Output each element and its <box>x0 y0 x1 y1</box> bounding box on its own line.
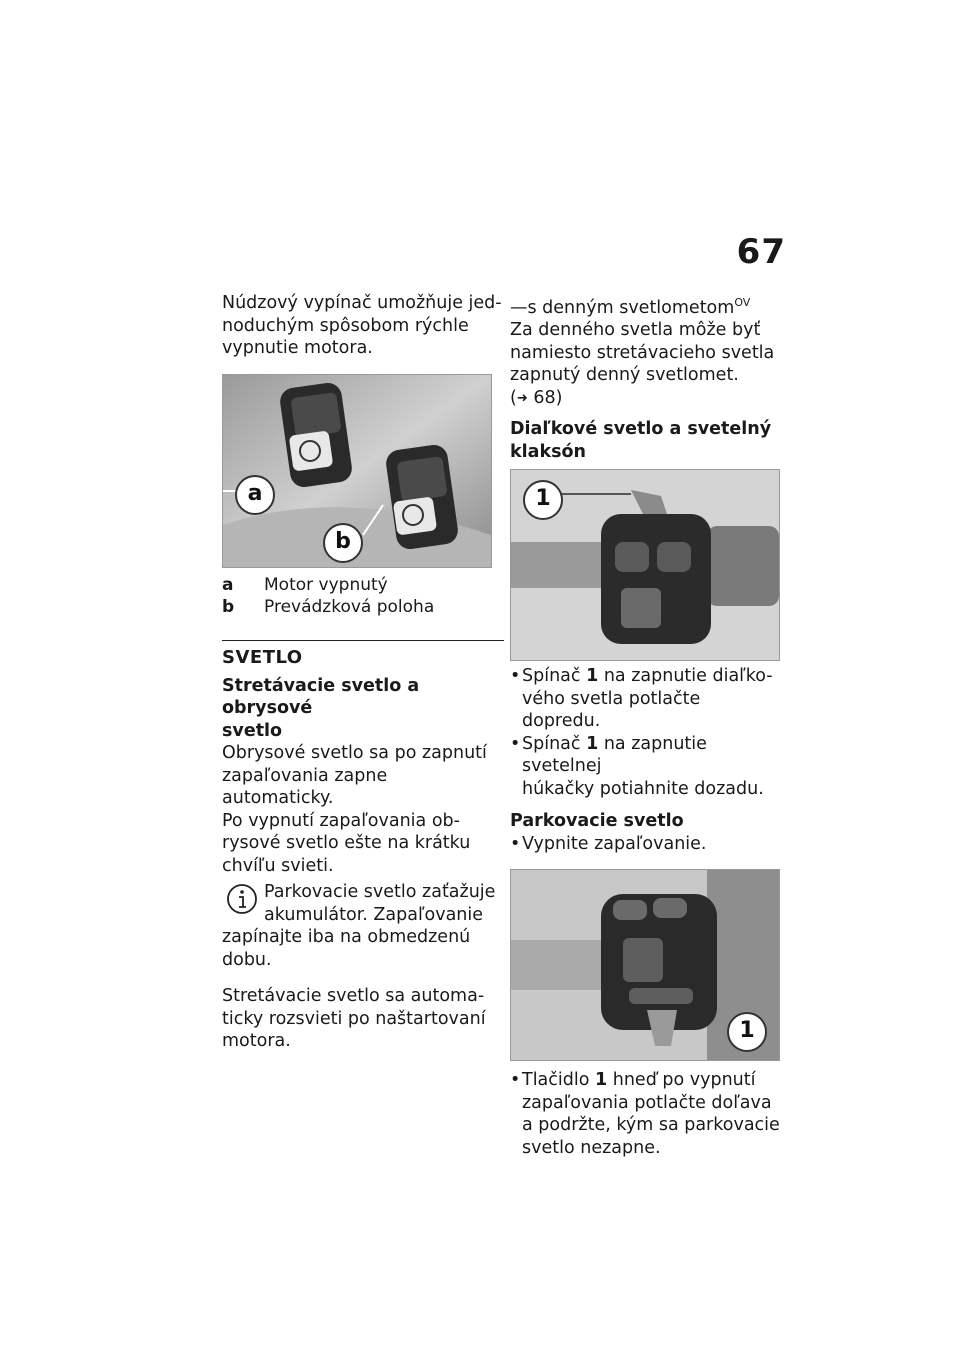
bullet-line <box>522 665 782 688</box>
bullet-item <box>510 833 782 856</box>
high-beam-bullets <box>510 665 782 800</box>
figure-label-b: b <box>323 523 363 563</box>
parking-light-switch-figure <box>510 869 780 1061</box>
drl-paragraph <box>510 292 782 410</box>
legend-key: b <box>222 596 235 617</box>
note-line: dobu. <box>222 949 272 970</box>
bullet-cont: svetlo nezapne. <box>522 1137 661 1158</box>
figure-label-1: 1 <box>523 480 563 520</box>
bullet-cont: húkačky potiahnite dozadu. <box>522 778 764 799</box>
subheading-low-beam <box>222 675 504 743</box>
text-line: ticky rozsvieti po naštartovaní <box>222 1008 486 1029</box>
text-line: chvíľu svieti. <box>222 855 334 876</box>
drl-line <box>510 292 782 319</box>
page-reference[interactable]: (➜ 68) <box>510 387 782 411</box>
intro-line: vypnutie motora. <box>222 338 373 358</box>
legend-key: a <box>222 574 234 595</box>
parking-light-paragraph <box>222 742 504 877</box>
heading-line: Diaľkové svetlo a svetelný <box>510 419 772 440</box>
bullet-dot: • <box>510 666 521 687</box>
note-line: Parkovacie svetlo zaťažuje <box>264 882 496 902</box>
bullet-rest: na zapnutie diaľko- <box>598 666 773 687</box>
bullet-rest: na zapnutie svetelnej <box>522 733 707 777</box>
legend-item-b <box>222 596 504 618</box>
text-line: zapnutý denný svetlomet. <box>510 365 739 386</box>
bullet-item <box>510 1069 782 1159</box>
right-column <box>510 292 782 1159</box>
option-marker: OV <box>734 296 751 309</box>
bullet-dot: • <box>510 1070 521 1091</box>
bullet-num: 1 <box>586 733 599 754</box>
section-title: SVETLO <box>222 646 303 668</box>
intro-line: noduchým spôsobom rýchle <box>222 315 469 336</box>
heading-line: klaksón <box>510 441 586 462</box>
bullet-prefix: Spínač <box>522 666 587 687</box>
bullet-text: Vypnite zapaľovanie. <box>522 833 707 854</box>
note-line: zapínajte iba na obmedzenú <box>222 927 471 947</box>
bullet-line <box>522 1069 780 1092</box>
intro-paragraph <box>222 292 504 360</box>
text-line: rysové svetlo ešte na krátku <box>222 833 471 853</box>
bullet-item <box>510 733 782 801</box>
heading-line: Stretávacie svetlo a obrysové <box>222 675 420 718</box>
bullet-rest: hneď po vypnutí <box>607 1070 756 1091</box>
bullet-prefix: Tlačidlo <box>522 1070 595 1091</box>
heading-line: svetlo <box>222 720 283 741</box>
text-line: motora. <box>222 1031 291 1051</box>
kill-switch-figure <box>222 374 492 568</box>
section-header <box>222 640 504 671</box>
legend-text: Motor vypnutý <box>264 574 388 595</box>
intro-line: Núdzový vypínač umožňuje jed- <box>222 293 502 313</box>
text-line: Stretávacie svetlo sa automa- <box>222 986 485 1006</box>
arrow-right-icon: ➜ <box>516 390 528 406</box>
bullet-num: 1 <box>595 1070 608 1091</box>
text-line: Obrysové svetlo sa po zapnutí <box>222 743 487 763</box>
bullet-cont: zapaľovania potlačte doľava <box>522 1092 772 1113</box>
legend-text: Prevádzková poloha <box>264 596 435 617</box>
figure-legend <box>222 574 504 618</box>
bullet-num: 1 <box>586 666 599 687</box>
subheading-parking-light: Parkovacie svetlo <box>510 811 684 832</box>
page-number: 67 <box>736 232 786 272</box>
bullet-dot: • <box>510 733 521 754</box>
bullet-item <box>510 665 782 733</box>
bullet-dot: • <box>510 833 521 854</box>
text-line: Za denného svetla môže byť <box>510 320 761 341</box>
info-note <box>222 881 504 971</box>
high-beam-switch-figure <box>510 469 780 661</box>
bullet-cont: a podržte, kým sa parkovacie <box>522 1115 780 1136</box>
drl-title: —s denným svetlometom <box>510 297 735 318</box>
info-icon <box>226 883 258 915</box>
text-line: zapaľovania zapne automaticky. <box>222 765 388 808</box>
bullet-cont: vého svetla potlačte dopredu. <box>522 688 701 732</box>
subheading-high-beam <box>510 418 782 463</box>
figure-label-a: a <box>235 475 275 515</box>
bullet-prefix: Spínač <box>522 733 587 754</box>
figure-label-1: 1 <box>727 1012 767 1052</box>
note-line: akumulátor. Zapaľovanie <box>264 904 484 925</box>
legend-item-a <box>222 574 504 596</box>
page-ref-number: 68) <box>533 387 563 408</box>
text-line: Po vypnutí zapaľovania ob- <box>222 810 460 831</box>
left-column <box>222 292 504 1053</box>
text-line: namiesto stretávacieho svetla <box>510 342 775 363</box>
bullet-line <box>522 733 782 778</box>
low-beam-paragraph <box>222 985 504 1053</box>
